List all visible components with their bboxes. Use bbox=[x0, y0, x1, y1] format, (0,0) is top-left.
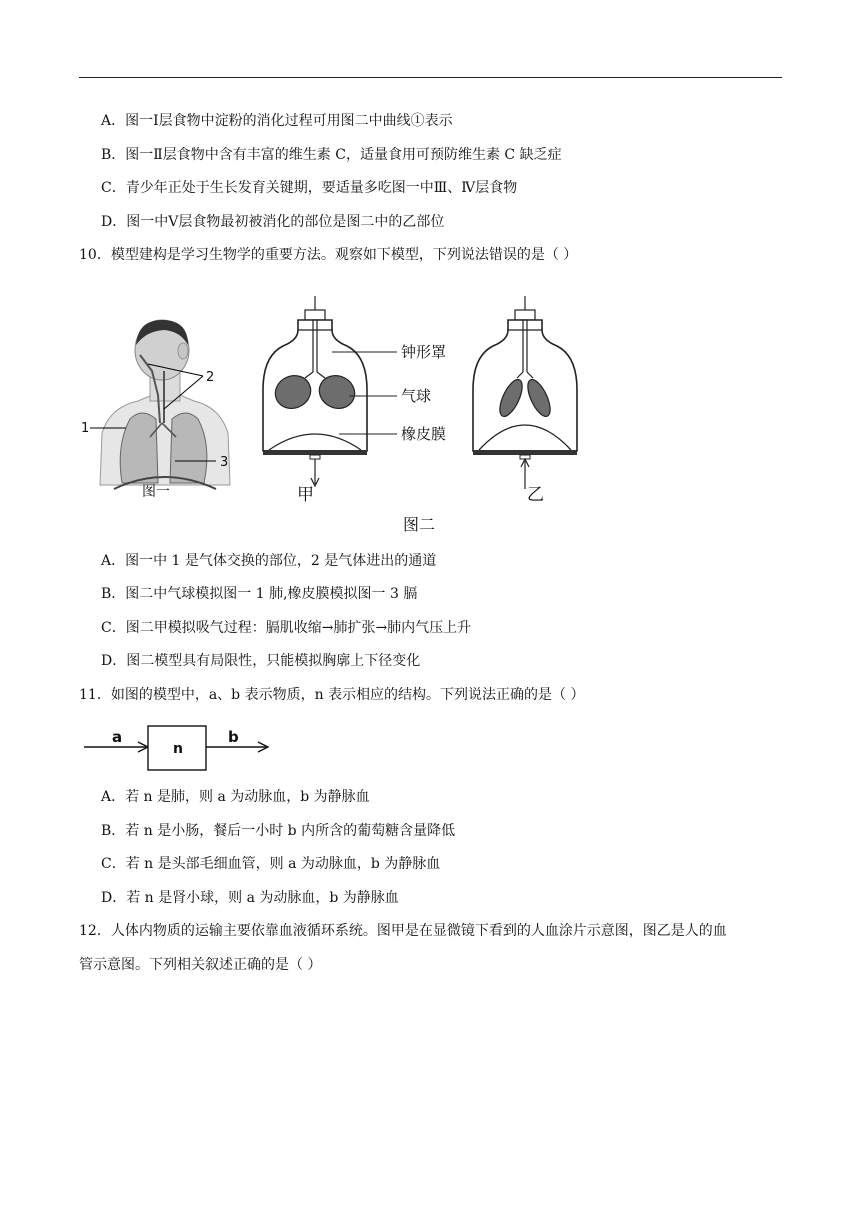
q9-option-c[interactable]: C．青少年正处于生长发育关键期，要适量多吃图一中Ⅲ、Ⅳ层食物 bbox=[101, 180, 518, 196]
q11-option-d[interactable]: D．若 n 是肾小球，则 a 为动脉血，b 为静脉血 bbox=[101, 890, 399, 906]
label-jia: 甲 bbox=[297, 485, 314, 505]
label-1: 1 bbox=[81, 421, 90, 436]
q10-figure-one bbox=[80, 315, 250, 505]
q11-stem: 11．如图的模型中，a、b 表示物质，n 表示相应的结构。下列说法正确的是（ ） bbox=[79, 687, 585, 703]
q9-option-d[interactable]: D．图一中Ⅴ层食物最初被消化的部位是图二中的乙部位 bbox=[101, 214, 445, 230]
label-a: a bbox=[112, 728, 123, 746]
q9-option-b[interactable]: B．图一Ⅱ层食物中含有丰富的维生素 C，适量食用可预防维生素 C 缺乏症 bbox=[101, 147, 562, 163]
base-right bbox=[473, 450, 577, 455]
label-yi: 乙 bbox=[527, 485, 544, 505]
fig2-caption: 图二 bbox=[403, 515, 436, 534]
q12-stem-line2: 管示意图。下列相关叙述正确的是（ ） bbox=[79, 957, 322, 973]
q10-stem: 10．模型建构是学习生物学的重要方法。观察如下模型，下列说法错误的是（ ） bbox=[79, 247, 578, 263]
q10-option-c[interactable]: C．图二甲模拟吸气过程：膈肌收缩→肺扩张→肺内气压上升 bbox=[101, 620, 472, 636]
stopper-left bbox=[305, 310, 325, 320]
q10-option-b[interactable]: B．图二中气球模拟图一 1 肺,橡皮膜模拟图一 3 膈 bbox=[101, 586, 418, 602]
label-membrane: 橡皮膜 bbox=[401, 425, 447, 443]
base-left bbox=[263, 450, 367, 455]
ear bbox=[178, 343, 188, 359]
label-n: n bbox=[173, 741, 183, 757]
fig1-caption: 图一 bbox=[142, 484, 170, 500]
label-b: b bbox=[228, 728, 239, 746]
q12-stem-line1: 12．人体内物质的运输主要依靠血液循环系统。图甲是在显微镜下看到的人血涂片示意图，图乙是人的血 bbox=[79, 923, 727, 939]
label-3: 3 bbox=[220, 455, 229, 470]
q11-option-b[interactable]: B．若 n 是小肠，餐后一小时 b 内所含的葡萄糖含量降低 bbox=[101, 823, 456, 839]
label-2: 2 bbox=[206, 370, 215, 385]
jar-right bbox=[473, 320, 577, 451]
q10-figure-two bbox=[255, 290, 585, 538]
q11-option-c[interactable]: C．若 n 是头部毛细血管，则 a 为动脉血，b 为静脉血 bbox=[101, 856, 441, 872]
stopper-right bbox=[515, 310, 535, 320]
label-balloon: 气球 bbox=[401, 387, 432, 405]
header-rule bbox=[79, 77, 782, 78]
q10-option-a[interactable]: A．图一中 1 是气体交换的部位，2 是气体进出的通道 bbox=[101, 553, 437, 569]
q11-figure bbox=[84, 722, 274, 776]
q9-option-a[interactable]: A．图一Ⅰ层食物中淀粉的消化过程可用图二中曲线①表示 bbox=[101, 113, 453, 129]
q10-option-d[interactable]: D．图二模型具有局限性，只能模拟胸廓上下径变化 bbox=[101, 653, 421, 669]
label-bell-jar: 钟形罩 bbox=[401, 343, 447, 361]
q11-option-a[interactable]: A．若 n 是肺，则 a 为动脉血，b 为静脉血 bbox=[101, 789, 370, 805]
